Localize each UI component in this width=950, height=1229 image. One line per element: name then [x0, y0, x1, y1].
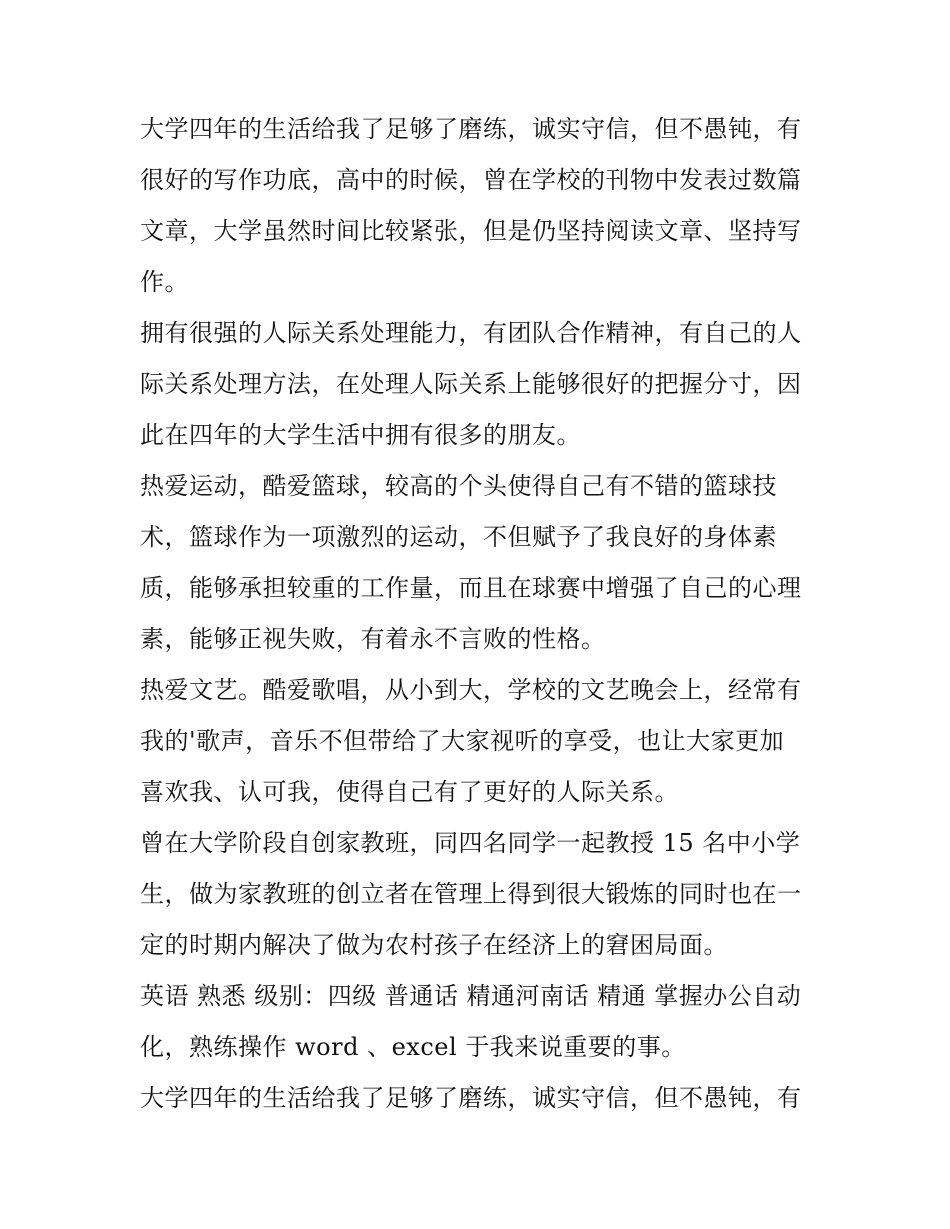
- text-line: 质，能够承担较重的工作量，而且在球赛中增强了自己的心理: [140, 574, 802, 602]
- paragraph-tutoring: [140, 818, 816, 971]
- text-line: 生，做为家教班的创立者在管理上得到很大锻炼的同时也在一: [140, 880, 802, 908]
- text-line: 际关系处理方法，在处理人际关系上能够很好的把握分寸，因: [140, 370, 802, 398]
- paragraph-writing-repeat: [140, 1073, 816, 1124]
- text-line: 素，能够正视失败，有着永不言败的性格。: [140, 625, 606, 653]
- text-line: 此在四年的大学生活中拥有很多的朋友。: [140, 421, 581, 449]
- paragraph-arts: [140, 665, 816, 818]
- text-line: 英语 熟悉 级别：四级 普通话 精通河南话 精通 掌握办公自动: [140, 982, 802, 1010]
- text-line: 化，熟练操作 word 、excel 于我来说重要的事。: [140, 1033, 686, 1061]
- text-line: 拥有很强的人际关系处理能力，有团队合作精神，有自己的人: [140, 319, 802, 347]
- text-line: 作。: [140, 268, 189, 296]
- document-body: [140, 104, 816, 1124]
- paragraph-interpersonal: [140, 308, 816, 461]
- text-line: 热爱运动，酷爱篮球，较高的个头使得自己有不错的篮球技: [140, 472, 777, 500]
- text-line: 热爱文艺。酷爱歌唱，从小到大，学校的文艺晚会上，经常有: [140, 676, 802, 704]
- text-line: 术，篮球作为一项激烈的运动，不但赋予了我良好的身体素: [140, 523, 777, 551]
- paragraph-writing: [140, 104, 816, 308]
- text-line: 喜欢我、认可我，使得自己有了更好的人际关系。: [140, 778, 679, 806]
- paragraph-sports: [140, 461, 816, 665]
- text-line: 文章，大学虽然时间比较紧张，但是仍坚持阅读文章、坚持写: [140, 217, 802, 245]
- text-line: 曾在大学阶段自创家教班，同四名同学一起教授 15 名中小学: [140, 829, 801, 857]
- text-line: 我的'歌声，音乐不但带给了大家视听的享受，也让大家更加: [140, 727, 785, 755]
- text-line: 大学四年的生活给我了足够了磨练，诚实守信，但不愚钝，有: [140, 115, 802, 143]
- text-line: 定的时期内解决了做为农村孩子在经济上的窘困局面。: [140, 931, 728, 959]
- text-line: 大学四年的生活给我了足够了磨练，诚实守信，但不愚钝，有: [140, 1084, 802, 1112]
- paragraph-skills: [140, 971, 816, 1073]
- text-line: 很好的写作功底，高中的时候，曾在学校的刊物中发表过数篇: [140, 166, 802, 194]
